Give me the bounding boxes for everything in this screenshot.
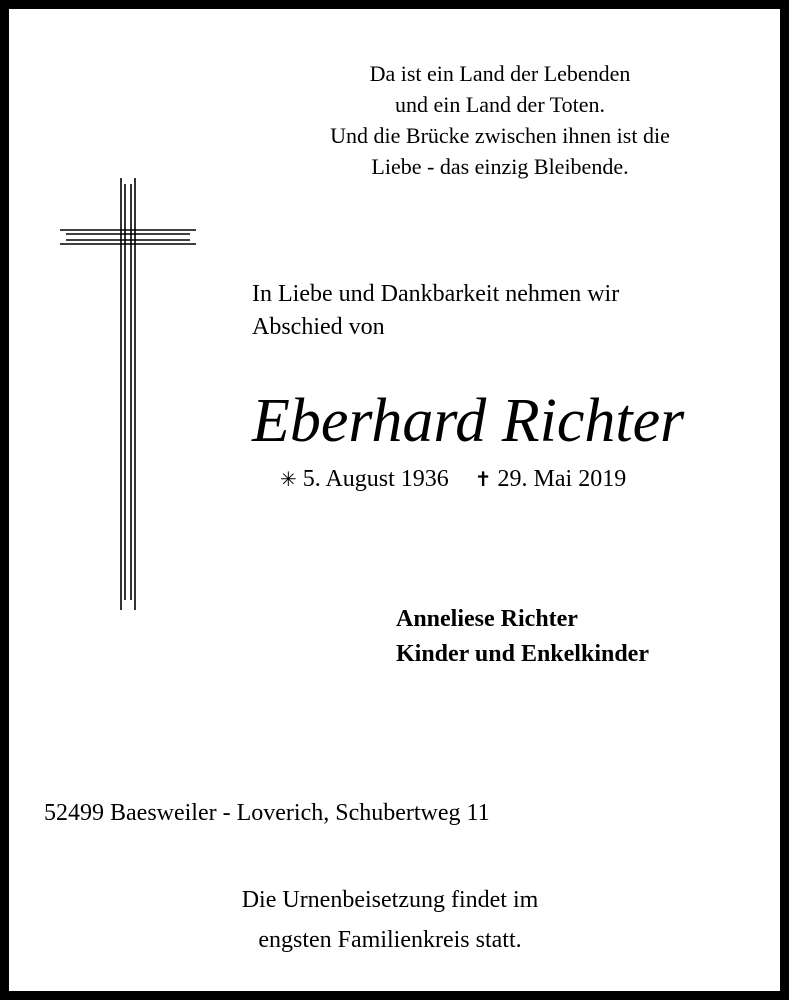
mourner-line: Anneliese Richter <box>396 606 578 632</box>
death-cross-icon: ✝ <box>474 467 492 491</box>
poem-line: Liebe - das einzig Bleibende. <box>371 154 629 179</box>
intro-line: Abschied von <box>252 314 385 340</box>
address: 52499 Baesweiler - Loverich, Schubertweg 11 <box>44 800 490 826</box>
birth-date: 5. August 1936 <box>302 466 449 492</box>
burial-notice <box>150 880 630 960</box>
intro-line: In Liebe und Dankbarkeit nehmen wir <box>252 281 620 307</box>
life-dates <box>280 462 626 496</box>
birth-star-icon: ✳ <box>280 467 297 491</box>
death-date: 29. Mai 2019 <box>497 466 627 492</box>
poem-line: Und die Brücke zwischen ihnen ist die <box>330 123 670 148</box>
poem <box>240 58 760 182</box>
poem-line: Da ist ein Land der Lebenden <box>369 61 631 86</box>
mourner-line: Kinder und Enkelkinder <box>396 641 649 667</box>
mourners <box>396 602 649 672</box>
notice-line: engsten Familienkreis statt. <box>258 927 522 953</box>
poem-line: und ein Land der Toten. <box>394 92 606 117</box>
deceased-name: Eberhard Richter <box>252 387 685 455</box>
notice-line: Die Urnenbeisetzung findet im <box>241 887 539 913</box>
intro-text <box>252 278 619 344</box>
cross-icon <box>58 178 198 614</box>
